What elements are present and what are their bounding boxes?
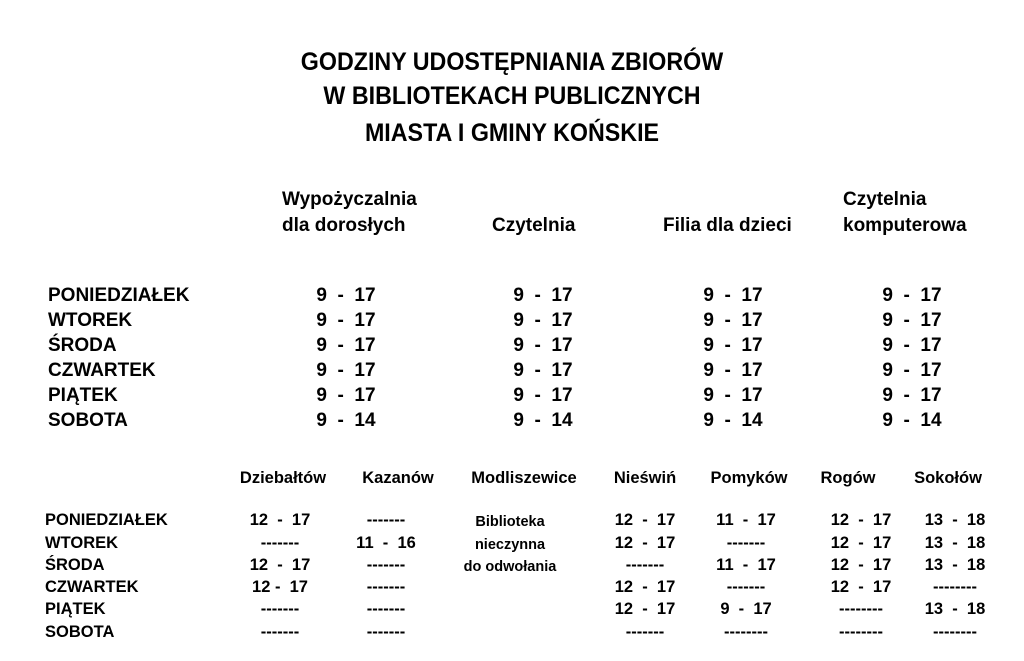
branch-row-day: PIĄTEK: [45, 600, 106, 618]
branch-cell-hours: -------: [366, 623, 406, 641]
main-cell-hours: 9 - 17: [703, 310, 763, 331]
branch-cell-hours: -------: [366, 556, 406, 574]
branch-cell-hours: 12 - 17: [830, 534, 892, 552]
branch-cell-hours: 12 - 17: [830, 556, 892, 574]
main-cell-hours: 9 - 17: [316, 335, 376, 356]
branch-cell-hours: 13 - 18: [924, 600, 986, 618]
branch-header: Nieświń: [613, 469, 677, 487]
branch-cell-hours: --------: [839, 600, 883, 618]
branch-cell-hours: -------: [726, 578, 766, 596]
main-cell-hours: 9 - 14: [513, 410, 573, 431]
branch-cell-hours: 12 - 17: [830, 578, 892, 596]
branch-row-day: WTOREK: [45, 534, 119, 552]
branch-row-day: SOBOTA: [45, 623, 115, 641]
branch-cell-hours: 12 - 17: [614, 600, 676, 618]
main-cell-hours: 9 - 17: [703, 360, 763, 381]
branch-cell-hours: --------: [933, 623, 977, 641]
branch-cell-hours: --------: [724, 623, 768, 641]
main-header-3-line1: Czytelnia: [843, 189, 927, 210]
main-header-2-line2: Filia dla dzieci: [663, 215, 792, 236]
branch-cell-hours: -------: [260, 623, 300, 641]
branch-cell-hours: --------: [839, 623, 883, 641]
branch-cell-hours: 11 - 17: [716, 556, 776, 574]
main-cell-hours: 9 - 17: [882, 285, 942, 306]
branch-header: Kazanów: [362, 469, 434, 487]
main-cell-hours: 9 - 17: [316, 385, 376, 406]
branch-cell-hours: 12 - 17: [614, 534, 676, 552]
page-title-line-3: MIASTA I GMINY KOŃSKIE: [364, 119, 660, 147]
branch-cell-note: nieczynna: [474, 537, 546, 553]
main-cell-hours: 9 - 17: [703, 335, 763, 356]
main-row-day: CZWARTEK: [48, 360, 156, 381]
branch-cell-hours: 12 - 17: [830, 511, 892, 529]
main-cell-hours: 9 - 14: [703, 410, 763, 431]
branch-cell-hours: 11 - 17: [716, 511, 776, 529]
branch-cell-hours: -------: [366, 578, 406, 596]
branch-cell-hours: 12 - 17: [249, 511, 311, 529]
branch-cell-hours: --------: [933, 578, 977, 596]
branch-cell-note: Biblioteka: [475, 514, 545, 530]
main-header-3-line2: komputerowa: [843, 215, 967, 236]
main-cell-hours: 9 - 17: [882, 335, 942, 356]
main-row-day: PIĄTEK: [48, 385, 118, 406]
main-cell-hours: 9 - 14: [316, 410, 376, 431]
branch-header: Dziebałtów: [239, 469, 327, 487]
main-row-day: PONIEDZIAŁEK: [48, 285, 190, 306]
main-cell-hours: 9 - 14: [882, 410, 942, 431]
branch-cell-hours: 13 - 18: [924, 556, 986, 574]
main-row-day: SOBOTA: [48, 410, 128, 431]
branch-cell-hours: 13 - 18: [924, 511, 986, 529]
main-cell-hours: 9 - 17: [316, 310, 376, 331]
branch-cell-hours: -------: [366, 600, 406, 618]
branch-header: Modliszewice: [471, 469, 577, 487]
main-cell-hours: 9 - 17: [703, 385, 763, 406]
branch-cell-hours: -------: [366, 511, 406, 529]
branch-cell-hours: 12 - 17: [249, 556, 311, 574]
branch-header: Sokołów: [914, 469, 982, 487]
main-row-day: WTOREK: [48, 310, 133, 331]
branch-cell-note: do odwołania: [463, 559, 557, 575]
branch-cell-hours: 11 - 16: [356, 534, 416, 552]
branch-header: Rogów: [820, 469, 876, 487]
branch-cell-hours: 13 - 18: [924, 534, 986, 552]
main-cell-hours: 9 - 17: [316, 285, 376, 306]
main-cell-hours: 9 - 17: [882, 310, 942, 331]
branch-cell-hours: 9 - 17: [720, 600, 772, 618]
page-title-line-1: GODZINY UDOSTĘPNIANIA ZBIORÓW: [300, 48, 724, 76]
page-title-line-2: W BIBLIOTEKACH PUBLICZNYCH: [323, 82, 701, 110]
main-row-day: ŚRODA: [48, 335, 117, 356]
main-cell-hours: 9 - 17: [882, 360, 942, 381]
main-cell-hours: 9 - 17: [513, 310, 573, 331]
branch-cell-hours: -------: [260, 600, 300, 618]
main-header-0-line2: dla dorosłych: [282, 215, 406, 236]
main-cell-hours: 9 - 17: [882, 385, 942, 406]
main-header-0-line1: Wypożyczalnia: [282, 189, 417, 210]
main-cell-hours: 9 - 17: [513, 360, 573, 381]
branch-header: Pomyków: [710, 469, 788, 487]
branch-cell-hours: 12 - 17: [614, 511, 676, 529]
branch-cell-hours: -------: [260, 534, 300, 552]
main-header-1-line2: Czytelnia: [492, 215, 576, 236]
branch-cell-hours: 12 - 17: [614, 578, 676, 596]
main-cell-hours: 9 - 17: [513, 385, 573, 406]
branch-cell-hours: -------: [625, 556, 665, 574]
branch-cell-hours: -------: [625, 623, 665, 641]
branch-cell-hours: 12 - 17: [252, 578, 308, 596]
branch-row-day: ŚRODA: [45, 556, 105, 574]
main-cell-hours: 9 - 17: [316, 360, 376, 381]
branch-cell-hours: -------: [726, 534, 766, 552]
branch-row-day: PONIEDZIAŁEK: [45, 511, 168, 529]
main-cell-hours: 9 - 17: [513, 285, 573, 306]
branch-row-day: CZWARTEK: [45, 578, 139, 596]
main-cell-hours: 9 - 17: [513, 335, 573, 356]
main-cell-hours: 9 - 17: [703, 285, 763, 306]
